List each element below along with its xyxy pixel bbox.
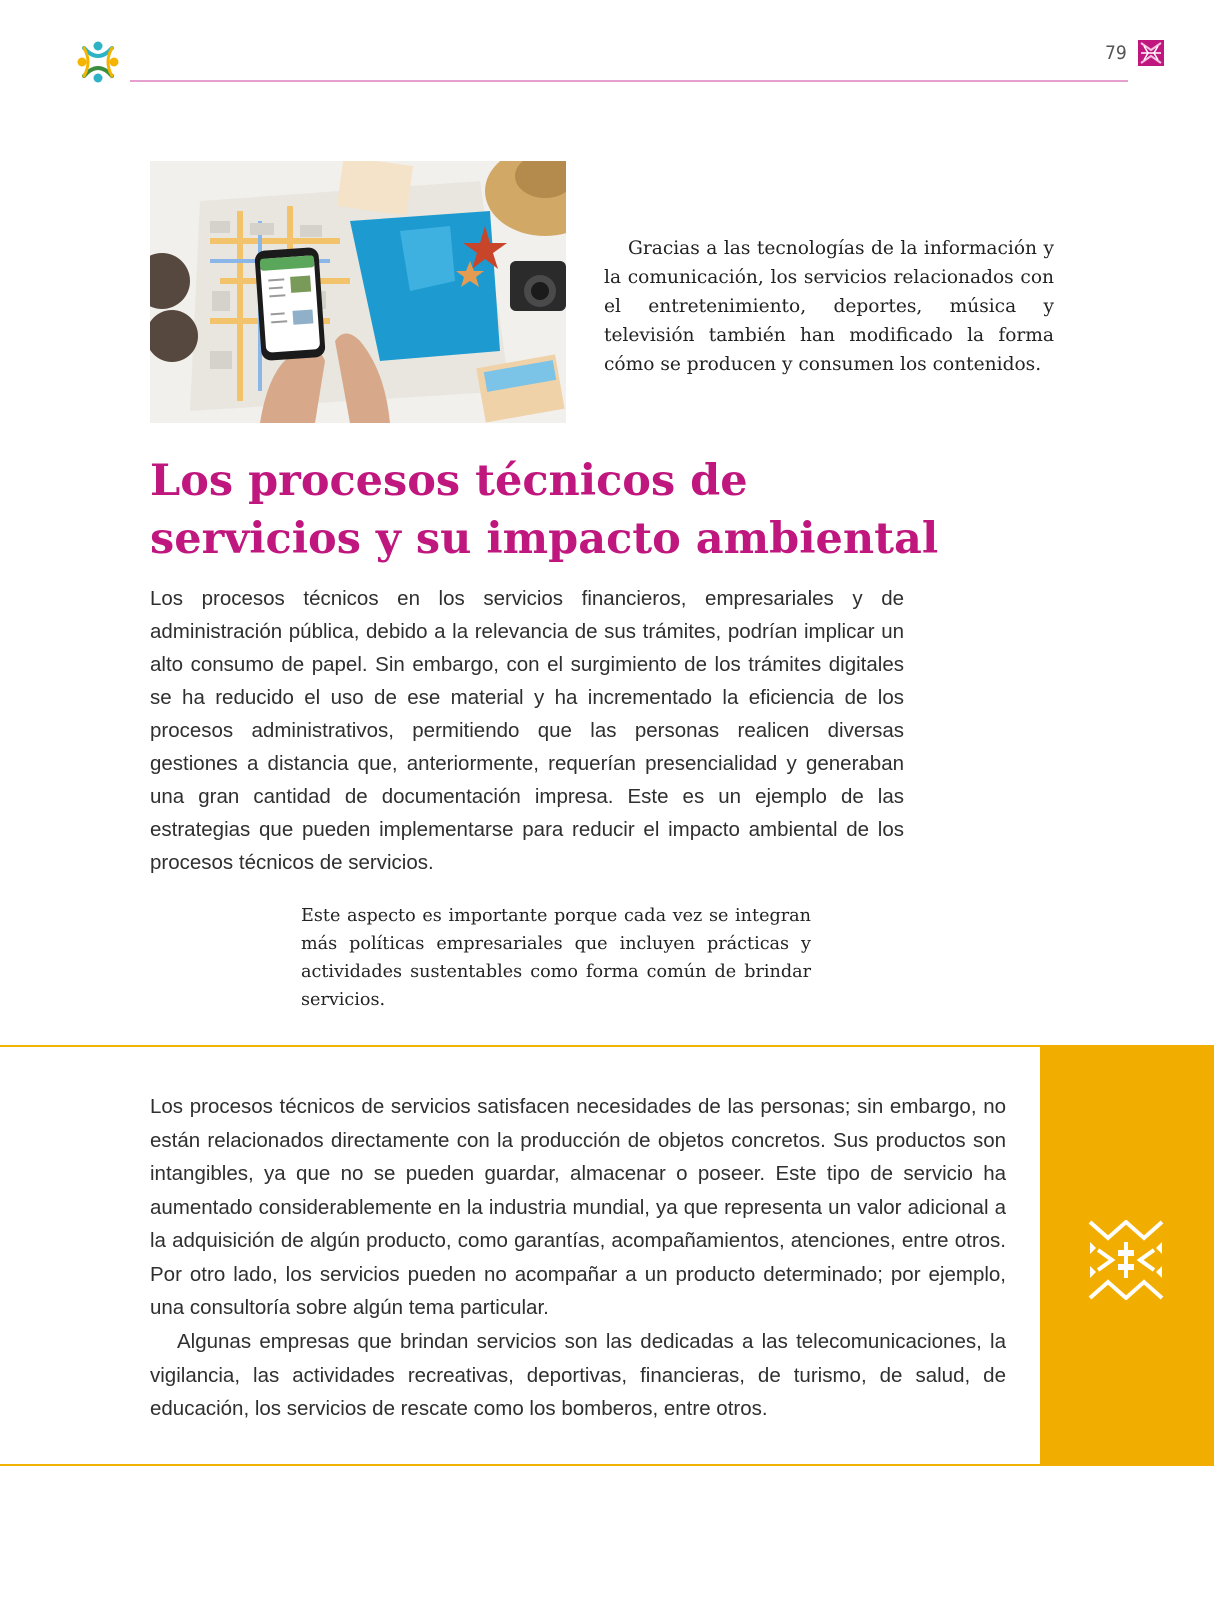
band-top-rule [0,1045,1040,1047]
phone-map-travel-photo [150,161,566,423]
header-rule [130,80,1128,82]
section-note: Este aspecto es importante porque cada vez se integran más políticas empresariales que incluyen prácticas y actividades sustentables como forma común de brindar servicios. [301,906,811,1010]
white-textile-pattern-icon [1088,1220,1164,1300]
photo-caption: Gracias a las tecnologías de la información y la comunicación, los servicios relacionados con el entretenimiento, deportes, música y televisión también han modificado la forma cómo se producen y consumen los contenidos. [604,238,1054,375]
page-number: 79 [1105,42,1127,64]
people-circle-logo-icon [76,40,120,84]
section-paragraph: Los procesos técnicos en los servicios financieros, empresariales y de administración pública, debido a la relevancia de sus trámites, podrían implicar un alto consumo de papel. Sin embargo, con el surgimiento de los trámites digitales se ha reducido el uso de ese material y ha incrementado la eficiencia de los procesos administrativos, permitiendo que las personas realicen diversas gestiones a distancia que, anteriormente, requerían presencialidad y generaban una gran cantidad de documentación impresa. Este es un ejemplo de las estrategias que pueden implementarse para reducir el impacto ambiental de los procesos técnicos de servicios. [150,587,904,874]
magenta-textile-pattern-icon [1138,40,1164,66]
band-paragraph-2: Algunas empresas que brindan servicios son las dedicadas a las telecomunicaciones, la vigilancia, las actividades recreativas, deportivas, financieras, de turismo, de salud, de educación, los servicios de rescate como los bomberos, entre otros. [150,1330,1006,1420]
section-title: Los procesos técnicos de servicios y su impacto ambiental [150,456,939,564]
band-paragraph-1: Los procesos técnicos de servicios satisfacen necesidades de las personas; sin embargo, no están relacionados directamente con la producción de objetos concretos. Sus productos son intangibles, ya que no se pueden guardar, almacenar o poseer. Este tipo de servicio ha aumentado considerablemente en la industria mundial, ya que representa un valor adicional a la adquisición de algún producto, como garantías, acompañamientos, atenciones, entre otros. Por otro lado, los servicios pueden no acompañar a un producto determinado; por ejemplo, una consultoría sobre algún tema particular. [150,1095,1006,1319]
band-bottom-rule [0,1464,1040,1466]
